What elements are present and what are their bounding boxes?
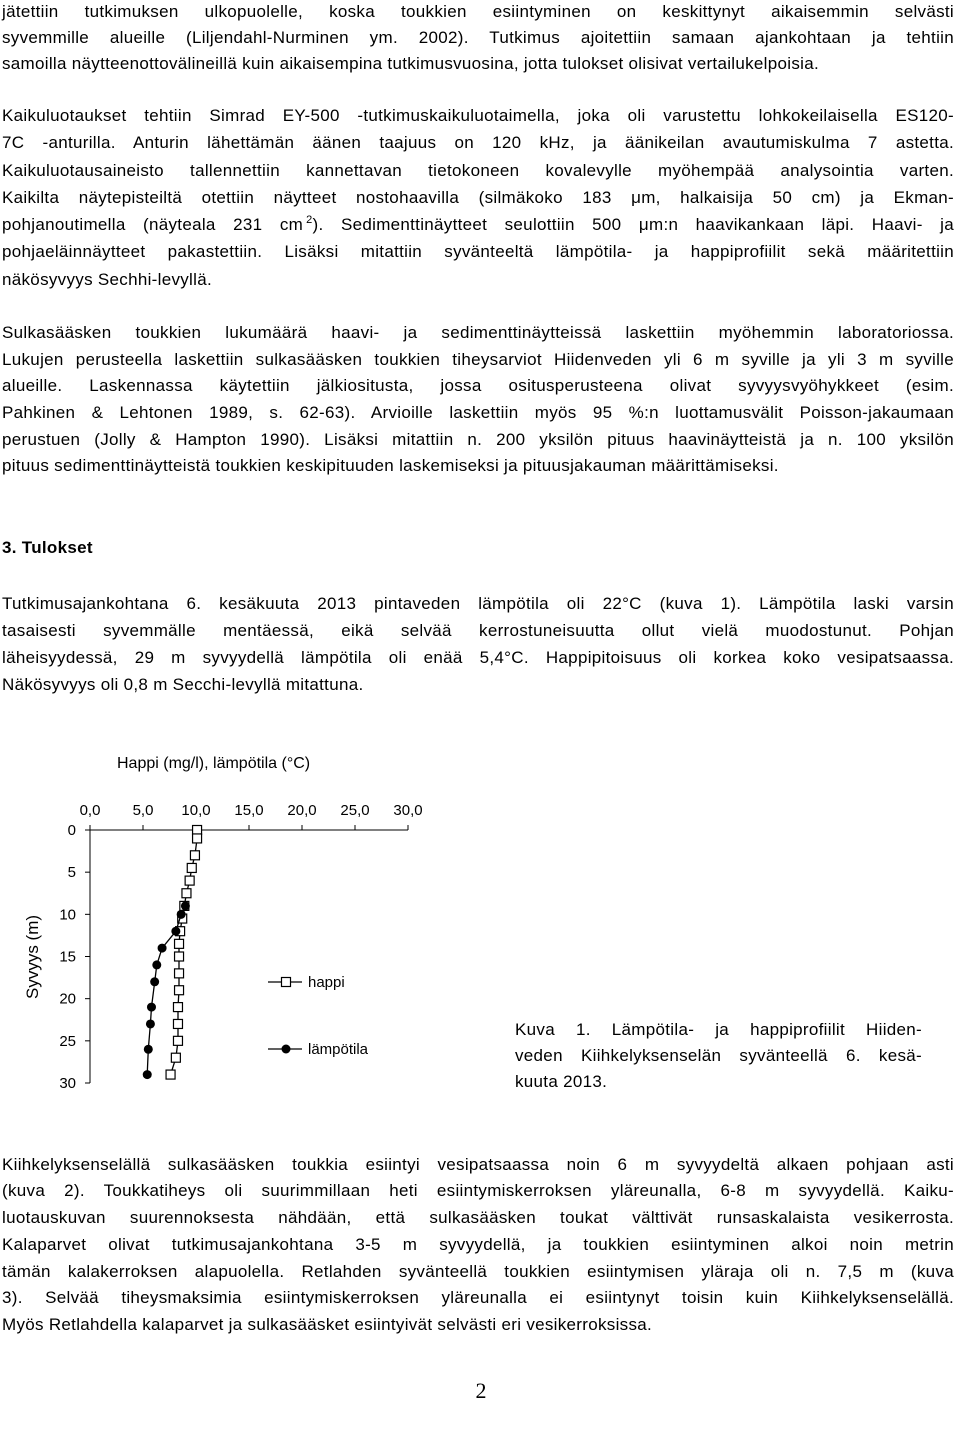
lampotila-data-point — [158, 944, 167, 953]
caption-line: Kuva 1. Lämpötila- ja happiprofiilit Hiiden- — [515, 1020, 922, 1039]
text-line — [2, 211, 954, 238]
text-line: Kalaparvet olivat tutkimusajankohtana 3-5 m syvyydellä, ja toukkien esiintyminen alkoi noin metrin — [2, 1234, 954, 1254]
x-tick-label: 15,0 — [234, 802, 264, 819]
happi-data-point — [175, 952, 184, 961]
y-tick-label: 30 — [59, 1075, 76, 1092]
y-tick-label: 0 — [67, 822, 76, 839]
section-heading — [2, 535, 954, 561]
text-line: Kaikilta näytepisteiltä otettiin näytteet nostohaavilla (silmäkoko 183 μm, halkaisija 50 cm) ja Ekman- — [2, 187, 954, 207]
text-line: alueille. Laskennassa käytettiin jälkiositusta, jossa ositusperusteena olivat syvyysvyöhykkeet (esim. — [2, 376, 954, 396]
text-line: Näkösyvyys oli 0,8 m Secchi-levyllä mitattuna. — [2, 674, 364, 694]
lampotila-data-point — [147, 1003, 156, 1012]
heading-text: 3. Tulokset — [2, 538, 93, 557]
happi-data-point — [173, 1036, 182, 1045]
text-line: Lukujen perusteella laskettiin sulkasääsken toukkien tiheysarviot Hiidenveden yli 6 m syville ja yli 3 m syville — [2, 349, 954, 369]
happi-data-point — [185, 876, 194, 885]
lampotila-data-point — [181, 901, 190, 910]
text-line: Tutkimusajankohtana 6. kesäkuuta 2013 pintaveden lämpötila oli 22°C (kuva 1). Lämpötila laski varsin — [2, 593, 954, 613]
lampotila-data-point — [146, 1019, 155, 1028]
text-line: Kiihkelyksenselällä sulkasääsken toukkia esiintyi vesipatsaassa noin 6 m syvyydeltä alkaen pohjaan asti — [2, 1154, 954, 1174]
legend-lampotila-label: lämpötila — [308, 1041, 369, 1058]
text-line: tämän kalakerroksen alapuolella. Retlahden syvänteellä toukkien esiintymisen yläraja oli n. 7,5 m (kuva — [2, 1261, 954, 1281]
happi-data-point — [187, 863, 196, 872]
happi-data-point — [173, 1003, 182, 1012]
y-tick-label: 5 — [67, 864, 76, 882]
y-tick-label: 20 — [59, 990, 76, 1008]
lampotila-data-point — [143, 1070, 152, 1079]
happi-data-point — [175, 969, 184, 978]
body-paragraph — [2, 1152, 954, 1340]
lampotila-data-point — [150, 977, 159, 986]
text-line: samoilla näytteenottovälineillä kuin aikaisempina tutkimusvuosina, jotta tulokset olisivat vertailukelpoisia. — [2, 54, 819, 73]
legend-happi-marker — [282, 978, 291, 987]
depth-profile-chart — [0, 740, 480, 1110]
text-line: syvemmille alueille (Liljendahl-Nurminen ym. 2002). Tutkimus ajoitettiin samaan ajankohtaan ja tehtiin — [2, 28, 954, 47]
y-tick-label: 15 — [59, 948, 76, 966]
chart-title: Happi (mg/l), lämpötila (°C) — [117, 755, 311, 772]
figure-caption — [515, 1017, 922, 1095]
happi-data-point — [193, 834, 202, 843]
text-line: Myös Retlahdella kalaparvet ja sulkasääsket esiintyivät selvästi eri vesikerroksissa. — [2, 1315, 653, 1335]
text-line: Pahkinen & Lehtonen 1989, s. 62-63). Arvioille laskettiin myös 95 %:n luottamusvälit Poisson-jakaumaan — [2, 403, 954, 423]
caption-line: veden Kiihkelyksenselän syvänteellä 6. kesä- — [515, 1046, 922, 1065]
text-line: 7C -anturilla. Anturin lähettämän äänen taajuus on 120 kHz, ja äänikeilan avautumiskulma 7 astetta. — [2, 133, 954, 153]
text-span: pohjanoutimella (näyteala 231 cm — [2, 215, 304, 235]
happi-data-point — [171, 1053, 180, 1062]
text-line: 3). Selvää tiheysmaksimia esiintymiskerroksen yläreunalla ei esiintynyt toisin kuin Kiihkelyksenselällä. — [2, 1288, 954, 1308]
x-tick-label: 0,0 — [79, 802, 101, 819]
superscript: 2 — [306, 214, 313, 227]
text-line: pituus sedimenttinäytteistä toukkien keskipituuden laskemiseksi ja pituusjakauman määrittämiseksi. — [2, 456, 779, 476]
x-tick-label: 10,0 — [181, 802, 211, 819]
happi-data-point — [193, 826, 202, 835]
text-line: läheisyydessä, 29 m syvyydellä lämpötila oli enää 5,4°C. Happipitoisuus oli korkea koko vesipatsaassa. — [2, 647, 954, 667]
body-paragraph — [2, 320, 954, 480]
legend-happi-label: happi — [308, 974, 345, 991]
page-number: 2 — [475, 1378, 487, 1403]
happi-data-point — [173, 1019, 182, 1028]
text-line: Kaikuluotaukset tehtiin Simrad EY-500 -tutkimuskaikuluotaimella, joka oli varustettu lohkokeilaisella ES120- — [2, 106, 954, 125]
x-tick-label: 20,0 — [287, 802, 317, 819]
caption-line: kuuta 2013. — [515, 1072, 608, 1091]
legend-lampotila-marker — [282, 1045, 291, 1054]
text-line: luotauskuvan suurennoksesta nähdään, että sulkasääsken toukat välttivät runsaskalaista vesikerrosta. — [2, 1208, 954, 1228]
lampotila-data-point — [177, 910, 186, 919]
text-line: näkösyvyys Sechhi-levyllä. — [2, 269, 212, 289]
text-line: pohjaeläinnäytteet pakastettiin. Lisäksi mitattiin syvänteeltä lämpötila- ja happiprofiilit sekä määritettiin — [2, 242, 954, 262]
text-line: perustuen (Jolly & Hampton 1990). Lisäksi mitattiin n. 200 yksilön pituus haavinäytteistä ja n. 100 yksilön — [2, 429, 954, 449]
text-line: Sulkasääsken toukkien lukumäärä haavi- ja sedimenttinäytteissä laskettiin myöhemmin laboratoriossa. — [2, 323, 954, 342]
happi-data-point — [190, 851, 199, 860]
lampotila-data-point — [152, 960, 161, 969]
text-line: jätettiin tutkimuksen ulkopuolelle, koska toukkien esiintyminen on keskittynyt aikaisemmin selvästi — [2, 2, 954, 21]
body-paragraph — [2, 0, 954, 77]
happi-data-point — [182, 889, 191, 898]
text-line: Kaikuluotausaineisto tallennettiin kannettavan tietokoneen kovalevylle myöhempää analysointia varten. — [2, 160, 954, 180]
happi-data-point — [175, 986, 184, 995]
lampotila-data-point — [144, 1045, 153, 1054]
x-tick-label: 30,0 — [393, 802, 423, 819]
y-tick-label: 25 — [59, 1032, 76, 1050]
text-line: (kuva 2). Toukkatiheys oli suurimmillaan heti esiintymiskerroksen yläreunalla, 6-8 m syvyydellä. Kaiku- — [2, 1181, 954, 1201]
happi-data-point — [175, 939, 184, 948]
text-span: ). Sedimenttinäytteet seulottiin 500 μm:n haavikankaan läpi. Haavi- ja — [312, 215, 954, 235]
y-axis-label: Syvyys (m) — [23, 914, 42, 1000]
happi-data-point — [166, 1070, 175, 1079]
x-tick-label: 5,0 — [132, 802, 154, 819]
body-paragraph — [2, 102, 954, 293]
lampotila-data-point — [171, 927, 180, 936]
x-tick-label: 25,0 — [340, 802, 370, 819]
body-paragraph — [2, 590, 954, 698]
y-tick-label: 10 — [59, 906, 76, 924]
text-line: tasaisesti syvemmälle mentäessä, eikä selvää kerrostuneisuutta ollut vielä muodostunut. Pohjan — [2, 620, 954, 640]
